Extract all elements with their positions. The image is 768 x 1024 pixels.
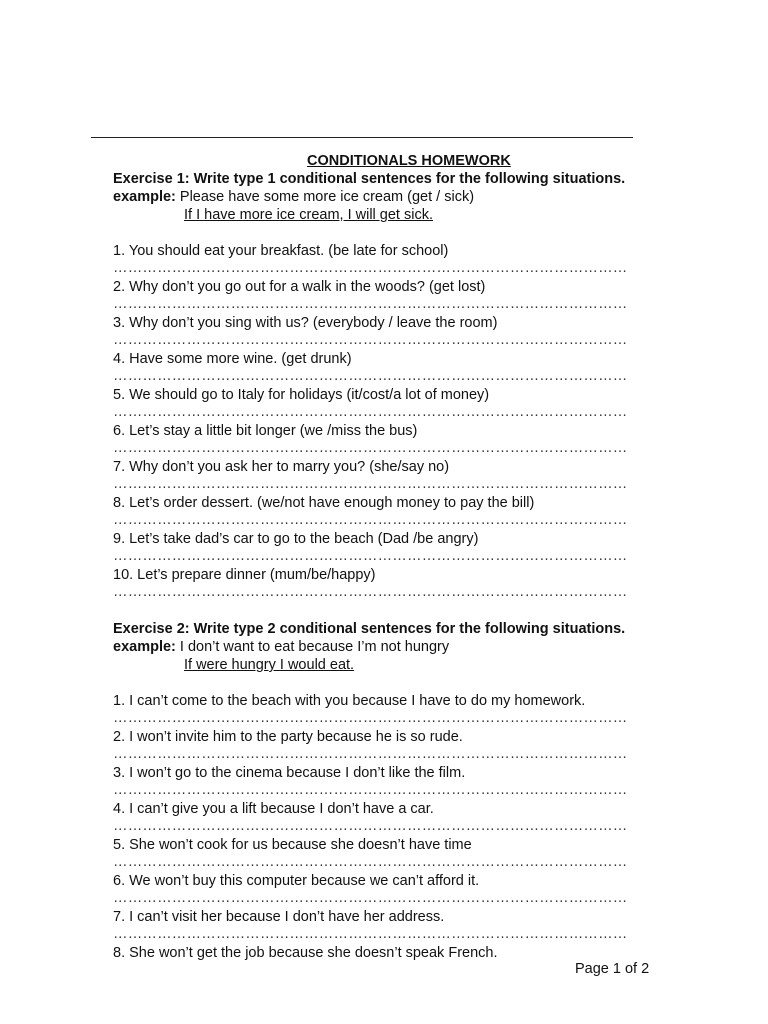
answer-line[interactable]: …………………………………………………………………………………………… bbox=[113, 440, 628, 456]
spacer bbox=[113, 674, 673, 692]
exercise-2-example-answer: If were hungry I would eat. bbox=[184, 657, 355, 673]
exercise-1-heading: Exercise 1: Write type 1 conditional sentences for the following situations. bbox=[113, 171, 626, 187]
exercise-2-item: 1. I can’t come to the beach with you because I have to do my homework. bbox=[113, 693, 586, 709]
answer-line[interactable]: …………………………………………………………………………………………… bbox=[113, 746, 628, 762]
spacer bbox=[113, 224, 673, 242]
exercise-2-item: 3. I won’t go to the cinema because I don’t like the film. bbox=[113, 765, 466, 781]
answer-line[interactable]: …………………………………………………………………………………………… bbox=[113, 710, 628, 726]
exercise-1-item: 7. Why don’t you ask her to marry you? (she/say no) bbox=[113, 459, 450, 475]
exercise-2-heading: Exercise 2: Write type 2 conditional sentences for the following situations. bbox=[113, 621, 626, 637]
answer-line[interactable]: …………………………………………………………………………………………… bbox=[113, 332, 628, 348]
exercise-1-example bbox=[113, 188, 673, 206]
answer-line[interactable]: …………………………………………………………………………………………… bbox=[113, 926, 628, 942]
page-title: CONDITIONALS HOMEWORK bbox=[307, 153, 511, 169]
page-number: Page 1 of 2 bbox=[575, 961, 650, 977]
exercise-2-item: 7. I can’t visit her because I don’t have her address. bbox=[113, 909, 445, 925]
exercise-1-item: 8. Let’s order dessert. (we/not have enough money to pay the bill) bbox=[113, 495, 535, 511]
exercise-1-item: 3. Why don’t you sing with us? (everybody / leave the room) bbox=[113, 315, 498, 331]
answer-line[interactable]: …………………………………………………………………………………………… bbox=[113, 260, 628, 276]
example-prompt: Please have some more ice cream (get / sick) bbox=[175, 189, 475, 205]
answer-line[interactable]: …………………………………………………………………………………………… bbox=[113, 782, 628, 798]
exercise-1-item: 2. Why don’t you go out for a walk in the woods? (get lost) bbox=[113, 279, 486, 295]
answer-line[interactable]: …………………………………………………………………………………………… bbox=[113, 548, 628, 564]
exercise-2-item: 2. I won’t invite him to the party because he is so rude. bbox=[113, 729, 463, 745]
exercise-1-item: 9. Let’s take dad’s car to go to the beach (Dad /be angry) bbox=[113, 531, 479, 547]
exercise-2-item: 5. She won’t cook for us because she doesn’t have time bbox=[113, 837, 472, 853]
example-label: example: bbox=[113, 189, 176, 205]
exercise-1-item: 4. Have some more wine. (get drunk) bbox=[113, 351, 352, 367]
header-rule bbox=[91, 137, 633, 138]
answer-line[interactable]: …………………………………………………………………………………………… bbox=[113, 404, 628, 420]
worksheet-content bbox=[113, 152, 673, 962]
example-prompt: I don’t want to eat because I’m not hungry bbox=[175, 639, 450, 655]
answer-line[interactable]: …………………………………………………………………………………………… bbox=[113, 512, 628, 528]
answer-line[interactable]: …………………………………………………………………………………………… bbox=[113, 854, 628, 870]
example-label: example: bbox=[113, 639, 176, 655]
exercise-1-item: 10. Let’s prepare dinner (mum/be/happy) bbox=[113, 567, 376, 583]
exercise-1-item: 6. Let’s stay a little bit longer (we /miss the bus) bbox=[113, 423, 418, 439]
answer-line[interactable]: …………………………………………………………………………………………… bbox=[113, 584, 628, 600]
exercise-1-example-answer: If I have more ice cream, I will get sick. bbox=[184, 207, 433, 223]
exercise-2-item: 6. We won’t buy this computer because we can’t afford it. bbox=[113, 873, 480, 889]
exercise-1-item: 5. We should go to Italy for holidays (it/cost/a lot of money) bbox=[113, 387, 490, 403]
answer-line[interactable]: …………………………………………………………………………………………… bbox=[113, 818, 628, 834]
answer-line[interactable]: …………………………………………………………………………………………… bbox=[113, 296, 628, 312]
exercise-2-item: 8. She won’t get the job because she doesn’t speak French. bbox=[113, 945, 498, 961]
exercise-1-item: 1. You should eat your breakfast. (be late for school) bbox=[113, 243, 449, 259]
answer-line[interactable]: …………………………………………………………………………………………… bbox=[113, 890, 628, 906]
answer-line[interactable]: …………………………………………………………………………………………… bbox=[113, 476, 628, 492]
answer-line[interactable]: …………………………………………………………………………………………… bbox=[113, 368, 628, 384]
exercise-2-example bbox=[113, 638, 673, 656]
spacer bbox=[113, 602, 673, 620]
exercise-2-item: 4. I can’t give you a lift because I don’t have a car. bbox=[113, 801, 434, 817]
